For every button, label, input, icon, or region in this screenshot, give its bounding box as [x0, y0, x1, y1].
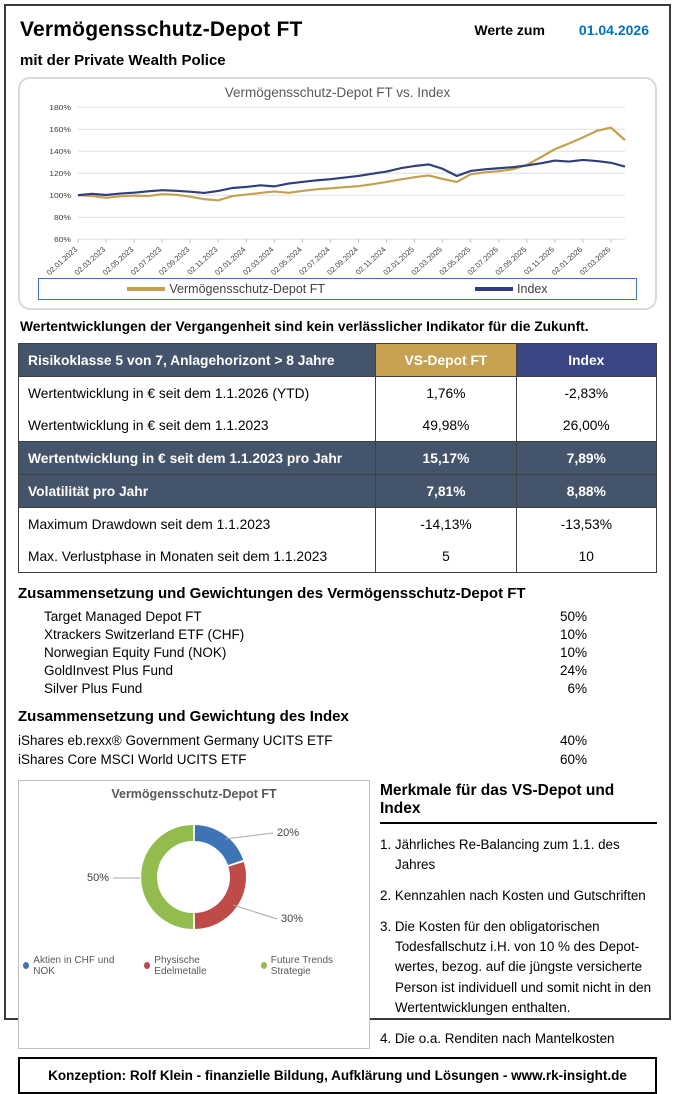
svg-text:02.07.2024: 02.07.2024 — [297, 245, 332, 277]
allocation-donut-card — [18, 780, 370, 1049]
fund-name: iShares Core MSCI World UCITS ETF — [18, 752, 247, 768]
table-row — [19, 540, 657, 573]
fund-name: GoldInvest Plus Fund — [44, 662, 174, 678]
svg-text:02.01.2025: 02.01.2025 — [381, 245, 417, 277]
fund-name: Xtrackers Switzerland ETF (CHF) — [44, 626, 245, 642]
table-row — [19, 409, 657, 442]
svg-text:30%: 30% — [281, 912, 304, 925]
red-dot-icon — [144, 962, 150, 969]
svg-text:02.01.2024: 02.01.2024 — [212, 245, 248, 277]
feature-item: 2. Kennzahlen nach Kosten und Gutschriften — [380, 888, 646, 904]
allocation-donut-chart — [23, 801, 365, 953]
legend-item-depot — [127, 282, 325, 296]
row-index-value: -13,53% — [516, 508, 656, 541]
depot-line-swatch — [127, 287, 165, 291]
row-index-value: 10 — [516, 540, 656, 573]
svg-text:80%: 80% — [53, 213, 71, 222]
row-label: Volatilität pro Jahr — [19, 475, 376, 508]
index-line-swatch — [475, 287, 513, 291]
features-section — [380, 780, 657, 1049]
performance-chart-card — [18, 77, 657, 310]
fund-weight: 24% — [559, 662, 587, 678]
depot-composition-section — [18, 585, 657, 698]
index-composition-section — [18, 708, 657, 770]
feature-item: 1. Jährliches Re-Balancing zum 1.1. des Jahres — [380, 836, 620, 872]
depot-composition-list — [18, 608, 657, 698]
svg-text:02.11.2024: 02.11.2024 — [353, 245, 389, 277]
svg-text:20%: 20% — [277, 826, 300, 839]
fund-weight: 10% — [559, 626, 587, 642]
line-chart-title: Vermögensschutz-Depot FT vs. Index — [224, 85, 451, 100]
svg-text:60%: 60% — [53, 235, 71, 244]
table-header-row — [19, 344, 657, 377]
svg-text:02.05.2023: 02.05.2023 — [100, 245, 136, 277]
fund-name: Silver Plus Fund — [44, 680, 143, 696]
row-label: Max. Verlustphase in Monaten seit dem 1.1.2023 — [19, 540, 376, 573]
donut-chart-title: Vermögensschutz-Depot FT — [111, 786, 277, 801]
row-index-value: -2,83% — [516, 377, 656, 410]
index-legend-label: Index — [517, 282, 548, 296]
composition-item — [18, 750, 587, 770]
composition-item — [18, 680, 587, 698]
document-page — [4, 4, 671, 1083]
index-composition-list — [18, 731, 657, 770]
fund-name: Norwegian Equity Fund (NOK) — [44, 644, 227, 660]
svg-text:140%: 140% — [49, 147, 71, 156]
row-index-value: 26,00% — [516, 409, 656, 442]
composition-item — [18, 626, 587, 644]
svg-text:02.05.2024: 02.05.2024 — [268, 245, 304, 277]
green-dot-icon — [261, 962, 267, 969]
composition-item — [18, 662, 587, 680]
legend-item-index — [475, 282, 548, 296]
svg-text:02.07.2025: 02.07.2025 — [465, 245, 501, 277]
feature-item: 4. Die o.a. Renditen nach Mantelkosten — [380, 1030, 615, 1046]
page-title: Vermögensschutz-Depot FT — [20, 18, 303, 41]
svg-text:02.03.2026: 02.03.2026 — [577, 245, 613, 277]
valuation-date: 01.04.2026 — [578, 22, 649, 38]
performance-line-chart — [28, 100, 647, 276]
header-titles — [20, 18, 303, 69]
header — [18, 14, 657, 69]
svg-text:120%: 120% — [49, 169, 71, 178]
donut-legend-item — [23, 955, 128, 977]
depot-composition-heading: Zusammensetzung und Gewichtungen des Vermögensschutz-Depot FT — [18, 585, 526, 602]
row-depot-value: 15,17% — [376, 442, 516, 475]
svg-text:02.03.2024: 02.03.2024 — [240, 245, 276, 277]
donut-legend — [23, 955, 365, 977]
index-column-header: Index — [516, 344, 656, 377]
svg-text:02.07.2023: 02.07.2023 — [128, 245, 164, 277]
svg-text:02.03.2025: 02.03.2025 — [409, 245, 445, 277]
svg-text:02.05.2025: 02.05.2025 — [437, 245, 473, 277]
svg-text:02.11.2023: 02.11.2023 — [185, 245, 220, 277]
donut-legend-label: Physische Edelmetalle — [154, 954, 207, 977]
fund-weight: 60% — [559, 752, 587, 768]
donut-legend-label: Future Trends Strategie — [270, 954, 334, 977]
row-index-value: 7,89% — [516, 442, 656, 475]
svg-text:50%: 50% — [86, 871, 109, 884]
page-subtitle: mit der Private Wealth Police — [20, 52, 226, 69]
fund-weight: 40% — [559, 732, 587, 748]
row-label: Wertentwicklung in € seit dem 1.1.2026 (YTD) — [19, 377, 376, 410]
footer-credit: Konzeption: Rolf Klein - finanzielle Bildung, Aufklärung und Lösungen - www.rk-insight.de — [18, 1057, 657, 1094]
fund-name: iShares eb.rexx® Government Germany UCITS ETF — [18, 732, 333, 748]
header-date-block — [474, 22, 655, 38]
row-label: Wertentwicklung in € seit dem 1.1.2023 — [19, 409, 376, 442]
table-row-emphasized — [19, 475, 657, 508]
composition-item — [18, 731, 587, 751]
table-row — [19, 508, 657, 541]
svg-text:160%: 160% — [49, 125, 71, 134]
risk-class-header: Risikoklasse 5 von 7, Anlagehorizont > 8 Jahre — [19, 344, 376, 377]
fund-weight: 6% — [567, 680, 587, 696]
svg-text:02.09.2024: 02.09.2024 — [325, 245, 360, 277]
svg-text:02.01.2023: 02.01.2023 — [44, 245, 80, 277]
werte-zum-label: Werte zum — [474, 22, 545, 38]
depot-column-header: VS-Depot FT — [376, 344, 516, 377]
svg-text:100%: 100% — [49, 191, 71, 200]
fund-weight: 50% — [559, 609, 587, 624]
fund-name: Target Managed Depot FT — [44, 609, 202, 624]
line-chart-legend — [38, 278, 637, 300]
blue-dot-icon — [23, 962, 29, 969]
svg-text:180%: 180% — [49, 103, 71, 112]
row-index-value: 8,88% — [516, 475, 656, 508]
row-label: Wertentwicklung in € seit dem 1.1.2023 pro Jahr — [19, 442, 376, 475]
donut-legend-item — [144, 955, 245, 977]
depot-legend-label: Vermögensschutz-Depot FT — [169, 282, 326, 296]
svg-text:02.09.2023: 02.09.2023 — [156, 245, 192, 277]
composition-item — [18, 644, 587, 662]
svg-text:02.01.2026: 02.01.2026 — [549, 245, 585, 277]
risk-metrics-table — [18, 343, 657, 573]
features-heading: Merkmale für das VS-Depot und Index — [380, 782, 657, 824]
donut-legend-label: Aktien in CHF und NOK — [33, 954, 115, 977]
row-depot-value: 49,98% — [376, 409, 516, 442]
row-label: Maximum Drawdown seit dem 1.1.2023 — [19, 508, 376, 541]
feature-item: 3. Die Kosten für den obligatorischen Todesfallschutz i.H. von 10 % des Depot-wertes, bezog. auf die jüngste versicherte Person ist individuell und somit nicht in den Wertentwicklungen enthalten. — [380, 919, 652, 1015]
row-depot-value: 7,81% — [376, 475, 516, 508]
row-depot-value: 1,76% — [376, 377, 516, 410]
svg-text:02.11.2025: 02.11.2025 — [521, 245, 557, 277]
composition-item — [18, 608, 587, 626]
row-depot-value: -14,13% — [376, 508, 516, 541]
table-row — [19, 377, 657, 410]
bottom-section — [18, 780, 657, 1049]
fund-weight: 10% — [559, 644, 587, 660]
past-performance-disclaimer: Wertentwicklungen der Vergangenheit sind kein verlässlicher Indikator für die Zukunft. — [20, 319, 589, 334]
donut-legend-item — [261, 955, 366, 977]
row-depot-value: 5 — [376, 540, 516, 573]
table-row-emphasized — [19, 442, 657, 475]
svg-text:02.09.2025: 02.09.2025 — [493, 245, 529, 277]
svg-text:02.03.2023: 02.03.2023 — [72, 245, 108, 277]
index-composition-heading: Zusammensetzung und Gewichtung des Index — [18, 707, 349, 725]
